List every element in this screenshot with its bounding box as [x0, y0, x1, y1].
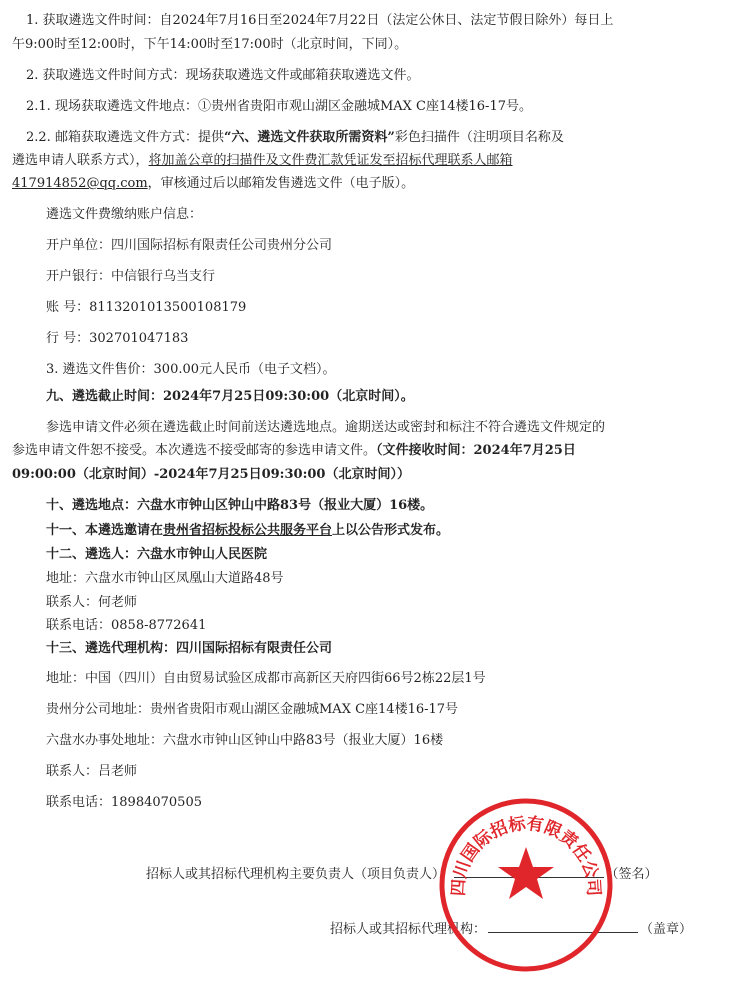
section-13-contact: 联系人：吕老师: [46, 764, 138, 779]
signature-note: （签名）: [605, 867, 658, 882]
section-13-phone: 联系电话：18984070505: [46, 795, 202, 810]
company-seal: [436, 795, 616, 975]
signature-label: 招标人或其招标代理机构主要负责人（项目负责人）：: [146, 867, 452, 882]
section-13-guizhou-address: 贵州分公司地址：贵州省贵阳市观山湖区金融城MAX C座14楼16-17号: [46, 702, 459, 717]
para-3: 3. 遴选文件售价：300.00元人民币（电子文档）。: [46, 362, 336, 377]
section-9-line-1: 参选申请文件必须在遴选截止时间前送达遴选地点。逾期送达或密封和标注不符合遴选文件规定的: [46, 420, 606, 435]
account-bank: 开户银行：中信银行乌当支行: [46, 269, 216, 284]
section-9-heading: 九、遴选截止时间：2024年7月25日09:30:00（北京时间）。: [46, 389, 414, 404]
section-12-contact: 联系人：何老师: [46, 595, 138, 610]
account-title: 遴选文件费缴纳账户信息：: [46, 207, 203, 222]
stamp-note: （盖章）: [640, 922, 693, 937]
platform-link[interactable]: 贵州省招标投标公共服务平台: [163, 523, 333, 538]
para-2-2-line-3: [12, 175, 414, 193]
para-2-1: 2.1. 现场获取遴选文件地点：①贵州省贵阳市观山湖区金融城MAX C座14楼16-17号。: [26, 99, 532, 114]
seal-ring: [442, 801, 610, 969]
signature-blank[interactable]: [454, 864, 604, 878]
para-2-2c-suffix: ，审核通过后以邮箱发售遴选文件（电子版）。: [147, 176, 415, 191]
para-2-2-prefix: 2.2. 邮箱获取遴选文件方式：提供: [26, 130, 224, 145]
signature-line: [146, 864, 658, 884]
section-12-heading: 十二、遴选人：六盘水市钟山人民医院: [46, 547, 268, 562]
section-13-liupanshui-address: 六盘水办事处地址：六盘水市钟山区钟山中路83号（报业大厦）16楼: [46, 733, 444, 748]
section-10-heading: 十、遴选地点：六盘水市钟山区钟山中路83号（报业大厦）16楼。: [46, 498, 434, 513]
stamp-blank[interactable]: [488, 919, 638, 933]
para-2-2-suffix: 彩色扫描件（注明项目名称及: [394, 130, 564, 145]
section-13-heading: 十三、遴选代理机构：四川国际招标有限责任公司: [46, 641, 333, 656]
section-11-prefix: 十一、本遴选邀请在: [46, 523, 164, 538]
stamp-line: [330, 919, 692, 939]
para-1-line-2: 午9:00时至12:00时，下午14:00时至17:00时（北京时间，下同）。: [12, 37, 408, 52]
para-2-2b-underlined: 将加盖公章的扫描件及文件费汇款凭证发至招标代理联系人邮箱: [148, 153, 513, 168]
section-13-address: 地址：中国（四川）自由贸易试验区成都市高新区天府四街66号2栋22层1号: [46, 671, 486, 686]
section-9-line-2: [12, 442, 576, 460]
stamp-label: 招标人或其招标代理机构：: [330, 922, 487, 937]
para-2-2-line-1: [26, 129, 564, 147]
section-9-line-2-text: 参选申请文件恕不接受。本次遴选不接受邮寄的参选申请文件。: [12, 443, 377, 458]
section-12-address: 地址：六盘水市钟山区凤凰山大道路48号: [46, 571, 284, 586]
section-11-suffix: 上以公告形式发布。: [332, 523, 450, 538]
para-2-2-bold: “六、遴选文件获取所需资料”: [223, 130, 395, 145]
para-1-line-1: 1. 获取遴选文件时间：自2024年7月16日至2024年7月22日（法定公休日、法定节假日除外）每日上: [26, 13, 614, 28]
section-9-receipt-time: （文件接收时间：2024年7月25日: [376, 443, 576, 458]
account-number: 账 号：8113201013500108179: [46, 300, 247, 315]
para-2: 2. 获取遴选文件时间方式：现场获取遴选文件或邮箱获取遴选文件。: [26, 68, 420, 83]
account-unit: 开户单位：四川国际招标有限责任公司贵州分公司: [46, 238, 333, 253]
para-2-2b-prefix: 遴选申请人联系方式），: [12, 153, 149, 168]
seal-text: 四川国际招标有限责任公司: [448, 813, 604, 897]
account-bank-code: 行 号：302701047183: [46, 331, 189, 346]
section-11-heading: [46, 522, 449, 540]
section-12-phone: 联系电话：0858-8772641: [46, 618, 207, 633]
section-9-line-3: 09:00:00（北京时间）-2024年7月25日09:30:00（北京时间））: [12, 467, 410, 482]
para-2-2-line-2: [12, 152, 513, 170]
email-link[interactable]: 417914852@qq.com: [12, 176, 148, 191]
